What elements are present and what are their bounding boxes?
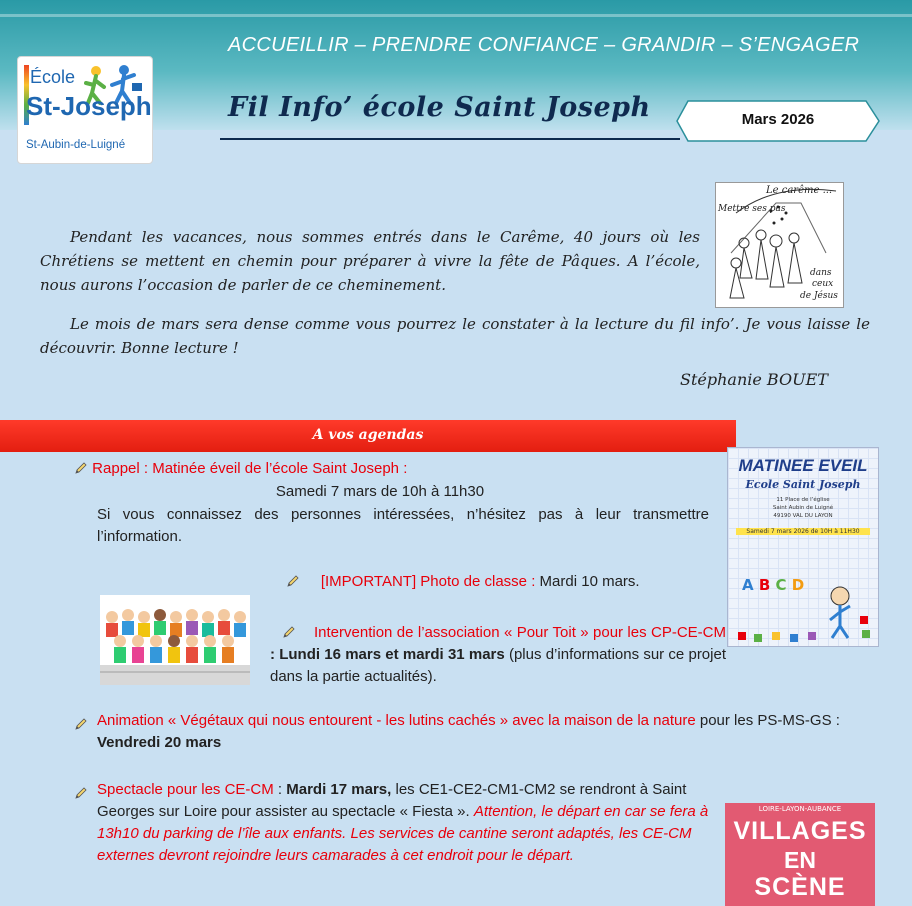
careme-caption-bottom-2: ceux	[812, 279, 834, 289]
poster-address-2: Saint Aubin de Luigné	[772, 505, 834, 511]
agenda-item-1-title: Rappel : Matinée éveil de l’école Saint Joseph :	[92, 460, 408, 477]
villages-line-3: SCÈNE	[754, 873, 846, 901]
agenda-item-5-title: Spectacle pour les CE-CM	[97, 781, 274, 798]
pencil-icon	[74, 717, 88, 731]
page-title: Fil Info’ école Saint Joseph	[228, 92, 651, 123]
agenda-item-1-date: Samedi 7 mars de 10h à 11h30	[275, 483, 485, 500]
poster-address	[728, 496, 878, 520]
agenda-item-4-title: Animation « Végétaux qui nous entourent - les lutins cachés » avec la maison de la nature	[97, 712, 696, 729]
agenda-item-3-title: Intervention de l’association « Pour Toit » pour les CP-CE-CM	[314, 624, 726, 641]
careme-caption-left: Mettre ses pas	[718, 204, 786, 214]
poster-date: Samedi 7 mars 2026 de 10H à 11H30	[736, 528, 870, 535]
agenda-item-5-date: Mardi 17 mars,	[286, 781, 392, 798]
poster-subtitle: Ecole Saint Joseph	[745, 478, 861, 491]
agenda-item-4-date: Vendredi 20 mars	[97, 734, 222, 751]
intro-paragraph-2: Le mois de mars sera dense comme vous pourrez le constater à la lecture du fil info’. Je vous laisse le découvrir. Bonne lecture !	[40, 315, 870, 357]
agenda-item-3-date: : Lundi 16 mars et mardi 31 mars	[270, 646, 505, 663]
issue-date: Mars 2026	[741, 111, 815, 128]
poster-address-1: 11 Place de l’église	[776, 497, 830, 503]
intro-paragraph-1: Pendant les vacances, nous sommes entrés dans le Carême, 40 jours où les Chrétiens se mettent en chemin pour préparer à vivre la fête de Pâques. A l’école, nous aurons l’occasion de parler de ce cheminement.	[40, 228, 700, 294]
careme-drawing	[716, 183, 843, 307]
agenda-item-4	[74, 710, 874, 754]
school-logo	[17, 56, 153, 164]
matinee-eveil-poster	[727, 447, 879, 647]
agenda-item-5-sep: :	[273, 781, 287, 798]
title-underline	[220, 138, 680, 140]
logo-line-town: St-Aubin-de-Luigné	[26, 139, 126, 151]
class-photo-illustration	[100, 595, 250, 685]
section-header	[0, 420, 736, 452]
issue-date-tab	[676, 100, 880, 142]
villages-line-1: VILLAGES	[733, 817, 867, 845]
section-title: A vos agendas	[312, 427, 424, 443]
careme-caption-top: Le carême ...	[766, 185, 833, 196]
agenda-item-1-text: Si vous connaissez des personnes intéressées, n’hésitez pas à leur transmettre l’information.	[97, 506, 709, 545]
poster-decorations	[728, 586, 878, 646]
villages-en-scene-poster	[725, 803, 875, 906]
poster-letters: A B C D	[742, 576, 805, 594]
agenda-item-5-body	[74, 779, 714, 867]
pencil-icon	[74, 461, 88, 475]
school-motto: ACCUEILLIR – PRENDRE CONFIANCE – GRANDIR – S’ENGAGER	[228, 34, 860, 56]
agenda-item-2-date: Mardi 10 mars.	[539, 573, 640, 590]
agenda-item-2-title: [IMPORTANT] Photo de classe :	[320, 573, 536, 590]
careme-illustration	[715, 182, 844, 308]
agenda-item-4-text: pour les PS-MS-GS :	[695, 712, 840, 729]
poster-address-3: 49190 VAL DU LAYON	[773, 513, 833, 519]
agenda-item-4-body	[74, 710, 874, 754]
pencil-icon	[74, 786, 88, 800]
agenda-item-5-note: Attention, le départ en car se fera à 13h10 du parking de l’île aux enfants. Les services de cantine seront adaptés, les CE-CM externes devront rejoindre leurs camarades à cet endroit pour le départ.	[97, 803, 709, 864]
careme-caption-bottom-3: de Jésus	[800, 291, 838, 301]
agenda-item-1	[74, 458, 714, 480]
pencil-icon	[286, 574, 300, 588]
agenda-item-3-body	[270, 622, 726, 688]
careme-caption-bottom-1: dans	[810, 268, 832, 278]
logo-line-ecole: École	[30, 67, 76, 87]
poster-title: MATINEE EVEIL	[738, 456, 868, 475]
agenda-item-3-text: (plus d’informations sur ce projet dans la partie actualités).	[270, 646, 726, 685]
villages-top-text: LOIRE-LAYON-AUBANCE	[758, 805, 842, 813]
agenda-item-5	[74, 779, 714, 867]
villages-line-2: EN	[784, 847, 816, 873]
children-choir-drawing	[100, 595, 250, 685]
agenda-item-2	[286, 571, 716, 593]
signature: Stéphanie BOUET	[680, 370, 828, 389]
logo-line-stjoseph: St-Joseph	[26, 91, 152, 121]
agenda-item-5-text: les CE1-CE2-CM1-CM2 se rendront à Saint Georges sur Loire pour assister au spectacle « Fiesta ».	[97, 781, 687, 820]
